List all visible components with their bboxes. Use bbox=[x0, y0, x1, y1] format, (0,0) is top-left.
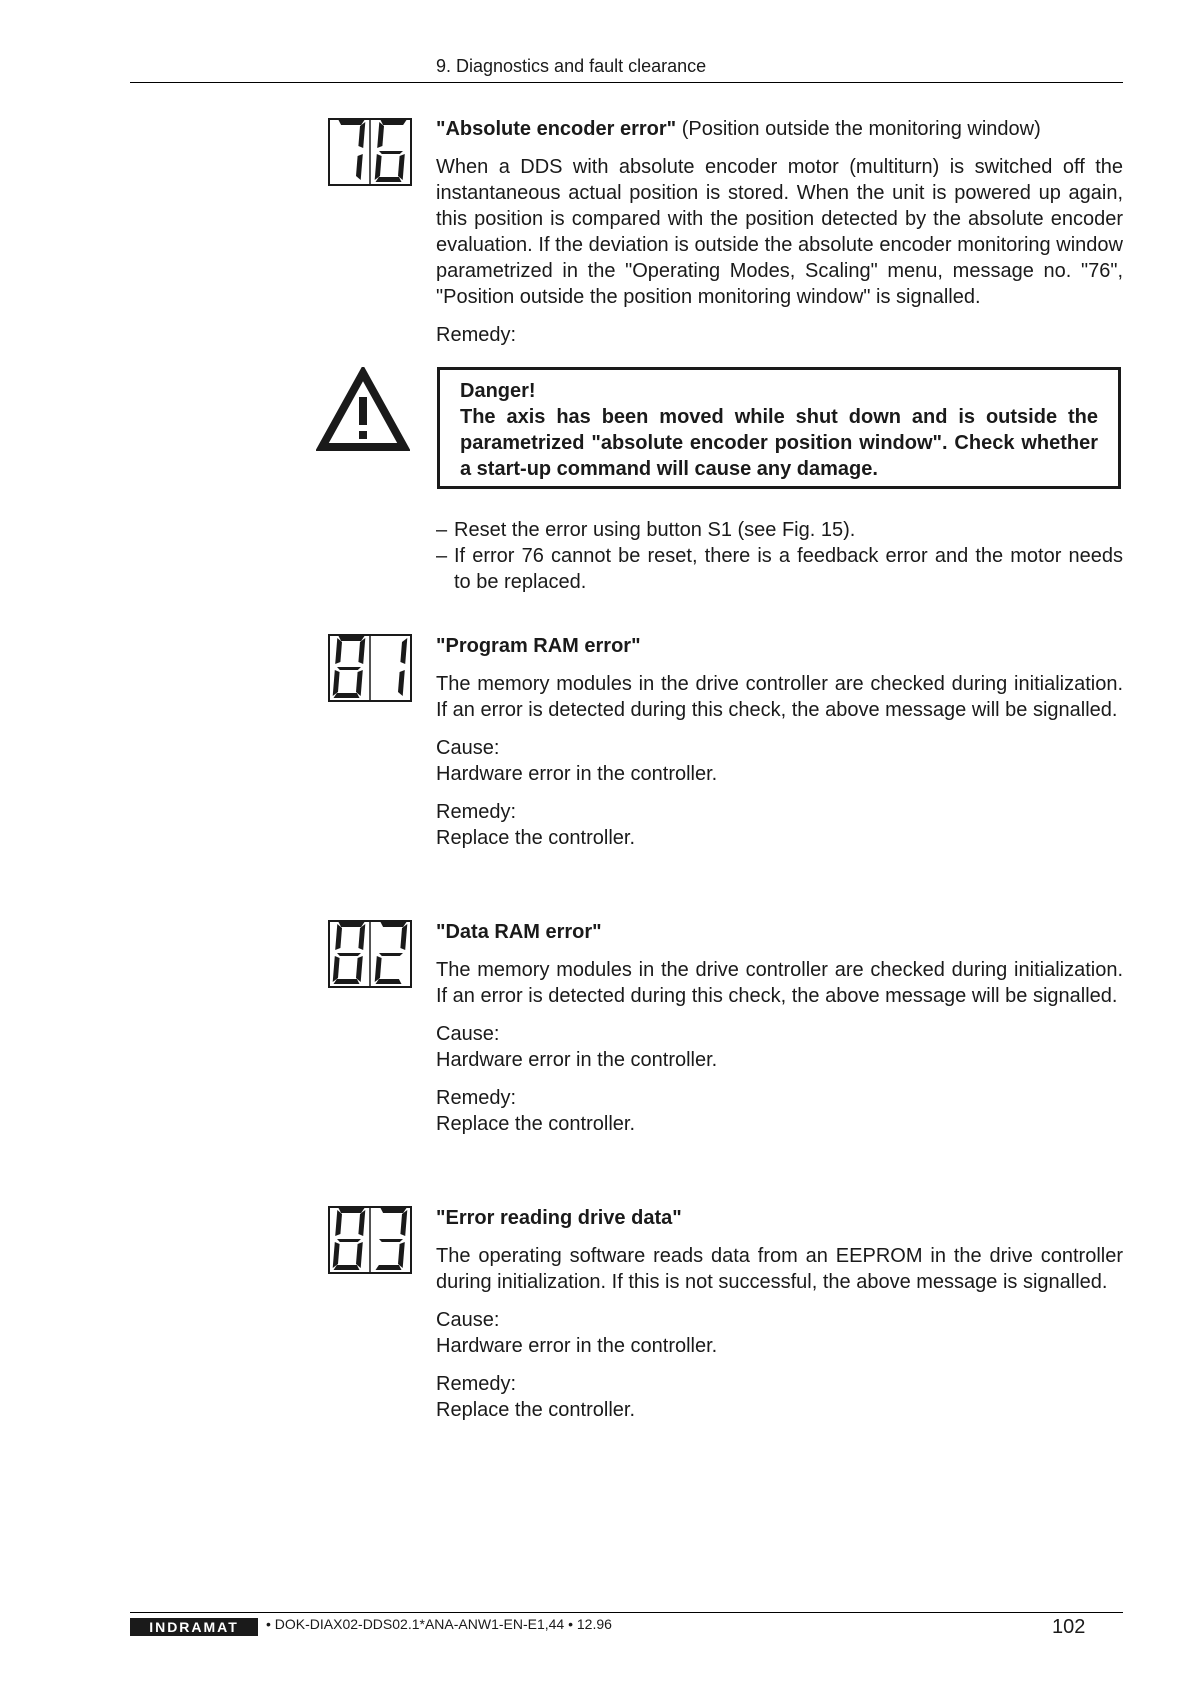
warning-triangle-icon bbox=[316, 367, 410, 453]
section-title: "Absolute encoder error" (Position outside the monitoring window) bbox=[436, 118, 1041, 140]
svg-text:INDRAMAT: INDRAMAT bbox=[149, 1619, 239, 1635]
section-paragraph: The memory modules in the drive controller are checked during initialization. If an error is detected during this check, the above message will be signalled. bbox=[436, 673, 1123, 721]
indramat-logo bbox=[130, 1618, 258, 1636]
remedy-text: Replace the controller. bbox=[436, 1113, 636, 1135]
page-number: 102 bbox=[1052, 1616, 1086, 1638]
cause-label: Cause: bbox=[436, 1023, 500, 1045]
segment-display-icon bbox=[328, 118, 412, 186]
header-rule bbox=[130, 82, 1123, 83]
list-item: – Reset the error using button S1 (see Fig. 15). bbox=[436, 519, 856, 541]
segment-digits bbox=[328, 920, 412, 988]
section-paragraph: The memory modules in the drive controller are checked during initialization. If an error is detected during this check, the above message will be signalled. bbox=[436, 959, 1123, 1007]
cause-text: Hardware error in the controller. bbox=[436, 1335, 718, 1357]
remedy-label: Remedy: bbox=[436, 1373, 517, 1395]
document-id: • DOK-DIAX02-DDS02.1*ANA-ANW1-EN-E1,44 • 12.96 bbox=[266, 1616, 612, 1632]
cause-text: Hardware error in the controller. bbox=[436, 1049, 718, 1071]
section-title: "Error reading drive data" bbox=[436, 1207, 682, 1229]
section-title-note: (Position outside the monitoring window) bbox=[681, 118, 1041, 140]
cause-label: Cause: bbox=[436, 737, 500, 759]
cause-label: Cause: bbox=[436, 1309, 500, 1331]
remedy-list bbox=[436, 517, 1123, 595]
segment-display-icon bbox=[328, 920, 412, 988]
segment-display-icon bbox=[328, 1206, 412, 1274]
section-title: "Program RAM error" bbox=[436, 635, 641, 657]
segment-digits bbox=[328, 1206, 412, 1274]
footer-rule bbox=[130, 1612, 1123, 1613]
section-76 bbox=[436, 116, 1123, 348]
section-title: "Data RAM error" bbox=[436, 921, 602, 943]
section-82 bbox=[436, 919, 1123, 1137]
segment-digits bbox=[328, 634, 412, 702]
section-paragraph: The operating software reads data from an EEPROM in the drive controller during initialization. If this is not successful, the above message is signalled. bbox=[436, 1245, 1123, 1293]
list-item: – If error 76 cannot be reset, there is a feedback error and the motor needs to be replaced. bbox=[436, 545, 1123, 593]
section-81 bbox=[436, 633, 1123, 851]
segment-digits bbox=[328, 118, 412, 186]
cause-text: Hardware error in the controller. bbox=[436, 763, 718, 785]
section-paragraph: When a DDS with absolute encoder motor (multiturn) is switched off the instantaneous actual position is stored. When the unit is powered up again, this position is compared with the position detected by the absolute encoder evaluation. If the deviation is outside the absolute encoder monitoring window parametrized in the "Operating Modes, Scaling" menu, message no. "76", "Position outside the position monitoring window" is signalled. bbox=[436, 156, 1123, 308]
section-83 bbox=[436, 1205, 1123, 1423]
danger-label: Danger! bbox=[460, 380, 536, 402]
remedy-text: Replace the controller. bbox=[436, 827, 636, 849]
danger-notice bbox=[437, 367, 1121, 489]
remedy-label: Remedy: bbox=[436, 324, 517, 346]
remedy-label: Remedy: bbox=[436, 801, 517, 823]
segment-display-icon bbox=[328, 634, 412, 702]
page-header-title: 9. Diagnostics and fault clearance bbox=[436, 56, 707, 76]
remedy-text: Replace the controller. bbox=[436, 1399, 636, 1421]
danger-text: The axis has been moved while shut down and is outside the parametrized "absolute encoder position window". Check whether a start-up command will cause any damage. bbox=[460, 406, 1098, 480]
remedy-label: Remedy: bbox=[436, 1087, 517, 1109]
